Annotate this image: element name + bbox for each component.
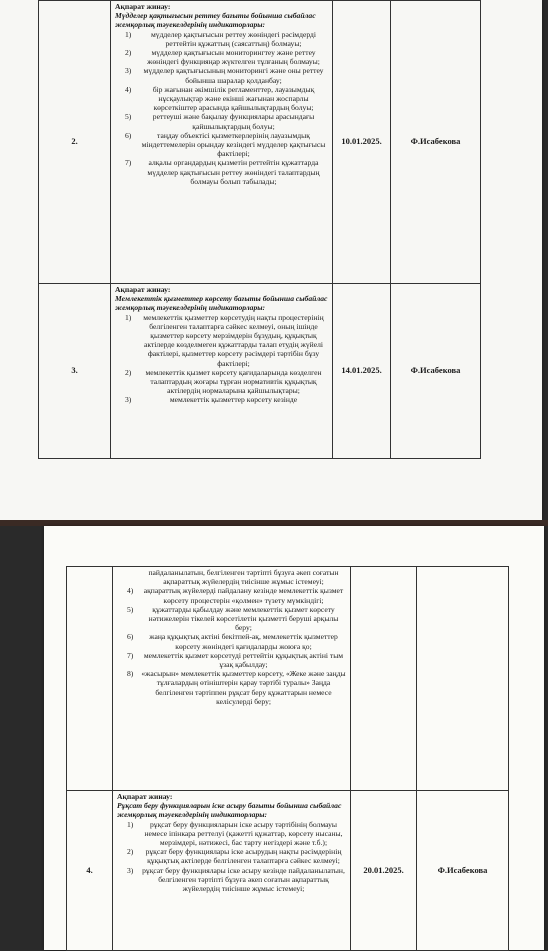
row-content xyxy=(113,791,351,951)
table-row xyxy=(67,791,509,951)
row-number: 4. xyxy=(67,791,113,951)
section-subheading: Рұқсат беру функцияларын іске асыру бағыты бойынша сыбайлас жемқорлық тәуекелдерінің индикаторлары: xyxy=(117,801,342,820)
section-heading: Ақпарат жинау: xyxy=(117,792,173,801)
list-item: 3) мемлекеттік қызметтер көрсету кезінде xyxy=(125,395,298,405)
list-item: 2) рұқсат беру функциялары іске асырудың нақты рәсімдерінің құқықтық актілерде белгіленген талаптарға сәйкес келмеуі; xyxy=(127,847,342,866)
indicator-list xyxy=(115,313,328,405)
plan-table-page-1 xyxy=(38,0,481,459)
section-heading: Ақпарат жинау: xyxy=(115,285,171,294)
section-heading: Ақпарат жинау: xyxy=(115,2,171,11)
deadline-date: 14.01.2025. xyxy=(333,284,391,459)
plan-table-page-2 xyxy=(66,566,509,951)
section-subheading: Мемлекеттік қызметтер көрсету бағыты бойынша сыбайлас жемқорлық тәуекелдерінің индикаторлары: xyxy=(115,294,328,313)
list-item: 7) мемлекеттік қызмет көрсетуді реттейтін құқықтық актіні тым ұзақ қабылдау; xyxy=(127,650,344,670)
row-number: 3. xyxy=(39,284,111,459)
list-item: 5) құжаттарды қабылдау және мемлекеттік қызмет көрсету нәтижелерін тікелей көрсетілетін қызметті беруші арқылы беру; xyxy=(127,604,339,633)
responsible-person: Ф.Исабекова xyxy=(391,1,481,284)
table-row xyxy=(39,1,481,284)
responsible-person: Ф.Исабекова xyxy=(391,284,481,459)
row-content xyxy=(111,1,333,284)
row-content xyxy=(113,567,351,791)
list-item: 4) ақпараттық жүйелерді пайдалану кезінде мемлекеттік қызмет көрсету процестерін «қолмен» түзету мүмкіндігі; xyxy=(127,586,344,605)
responsible-person: Ф.Исабекова xyxy=(417,791,509,951)
row-number: 2. xyxy=(39,1,111,284)
list-item: 7) алқалы органдардың қызметін реттейтін құжаттарда мүдделер қақтығысын реттеу жөніндегі талаптардың болмауы болып табылады; xyxy=(125,158,320,186)
deadline-date xyxy=(351,567,417,791)
indicator-list xyxy=(115,30,328,186)
list-item: 3) мүдделер қақтығысының мониторингі және оны реттеу бойынша шаралар қолданбау; xyxy=(125,66,324,85)
list-item: 6) жаңа құқықтық актіні бекітпей-ақ, мемлекеттік қызметтер көрсету жөніндегі қағидаларды жоюға қо; xyxy=(127,632,338,651)
table-row xyxy=(39,284,481,459)
continued-text: пайдаланылатын, белгіленген тәртіпті бұзуға әкеп соғатын ақпараттық жүйелердің тиісінше жұмыс істемеуі; xyxy=(148,568,339,587)
list-item: 4) бір жағынан әкімшілік регламенттер, лауазымдық нұсқаулықтар және екінші жағынан жоспарлы көрсеткіштер арасында қайшылықтардың болуы; xyxy=(125,84,315,113)
deadline-date: 20.01.2025. xyxy=(351,791,417,951)
list-item: 1) рұқсат беру функцияларын іске асыру тәртібінің болмауы немесе іпінкара реттелуі (қажетті құжаттар, көрсету нысаны, мерзімдері, нәтижесі, бас тарту негіздері және т.б.); xyxy=(127,819,343,848)
indicator-list xyxy=(117,820,346,894)
list-item: 8) «жасырын» мемлекеттік қызметтер көрсету, «Жеке және заңды тұлғалардың өтініштерін қарау тәртібі туралы» Заңда белгіленген тәртіппен рұқсат беру құжаттарын немесе келісулерді беру; xyxy=(127,669,346,706)
list-item: 3) рұқсат беру функциялары іске асыру кезінде пайдаланылатын, белгіленген тәртіпті бұзуға әкеп соғатын ақпараттық жүйелердің тиісінше жұмыс істемеуі; xyxy=(127,865,345,894)
deadline-date: 10.01.2025. xyxy=(333,1,391,284)
list-item: 6) таңдау объектісі қызметкерлерінің лауазымдық міндеттемелерін орындау кезіндегі мүдделер қақтығысы фактілері; xyxy=(125,130,326,159)
responsible-person xyxy=(417,567,509,791)
list-item: 2) мүдделер қақтығысын мониторингтеу және реттеу жөніндегі функцияңар жүктелген тұлғаның болмауы; xyxy=(125,48,320,67)
list-item: 1) мемлекеттік қызметтер көрсетудің нақты процестерінің белгіленген талаптарға сәйкес келмеуі, оның ішінде қызметтер көрсету мерзімдерін бұзудың, құқықтық актілерде көзделмеген құжаттарды талап етудің жүйелі фактілері, қызметтер көрсету рәсімдері тәртібін бұзу фактілері; xyxy=(125,312,324,368)
list-item: 2) мемлекеттік қызмет көрсету қағидаларында көзделген талаптардың жоғары тұрған нормативтік құқықтық актілердің нормаларына қайшылықтары; xyxy=(125,367,322,396)
indicator-list xyxy=(117,586,346,706)
list-item: 5) реттеуші және бақылау функциялары арасындағы қайшылықтардың болуы; xyxy=(125,112,315,131)
section-subheading: Мүдделер қақтығысын реттеу бағыты бойынша сыбайлас жемқорлық тәуекелдерінің индикаторлары: xyxy=(115,11,316,30)
list-item: 1) мүдделер қақтығысын реттеу жөніндегі рәсімдерді реттейтін құжаттың (саясаттың) болмауы; xyxy=(125,29,317,48)
table-row xyxy=(67,567,509,791)
row-number xyxy=(67,567,113,791)
row-content xyxy=(111,284,333,459)
